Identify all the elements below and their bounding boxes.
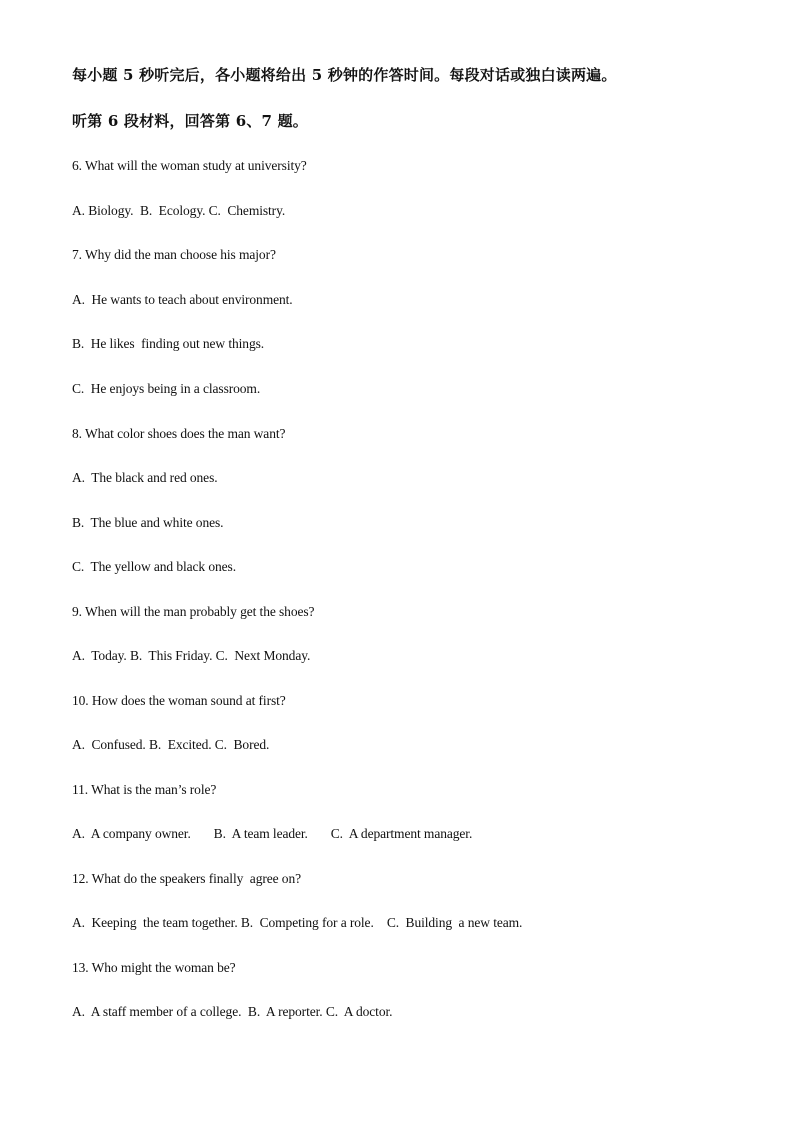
instruction-timing: 每小题 5 秒听完后，各小题将给出 5 秒钟的作答时间。每段对话或独白读两遍。 — [72, 66, 617, 84]
options-6: A. Biology. B. Ecology. C. Chemistry. — [72, 203, 286, 218]
question-11: 11. What is the man’s role? — [72, 782, 217, 797]
options-12: A. Keeping the team together. B. Competing for a role. C. Building a new team. — [72, 915, 523, 930]
question-8: 8. What color shoes does the man want? — [72, 426, 286, 441]
option-7b: B. He likes finding out new things. — [72, 336, 265, 351]
question-6: 6. What will the woman study at university? — [72, 158, 307, 173]
question-13: 13. Who might the woman be? — [72, 960, 236, 975]
option-7a: A. He wants to teach about environment. — [72, 292, 293, 307]
question-10: 10. How does the woman sound at first? — [72, 693, 286, 708]
options-11: A. A company owner. B. A team leader. C. A department manager. — [72, 826, 473, 841]
options-13: A. A staff member of a college. B. A reporter. C. A doctor. — [72, 1004, 393, 1019]
option-7c: C. He enjoys being in a classroom. — [72, 381, 261, 396]
option-8a: A. The black and red ones. — [72, 470, 218, 485]
question-7: 7. Why did the man choose his major? — [72, 247, 276, 262]
question-12: 12. What do the speakers finally agree on? — [72, 871, 301, 886]
question-9: 9. When will the man probably get the shoes? — [72, 604, 315, 619]
options-10: A. Confused. B. Excited. C. Bored. — [72, 737, 270, 752]
option-8c: C. The yellow and black ones. — [72, 559, 236, 574]
options-9: A. Today. B. This Friday. C. Next Monday. — [72, 648, 311, 663]
option-8b: B. The blue and white ones. — [72, 515, 224, 530]
instruction-section-6: 听第 6 段材料，回答第 6、7 题。 — [72, 112, 309, 130]
